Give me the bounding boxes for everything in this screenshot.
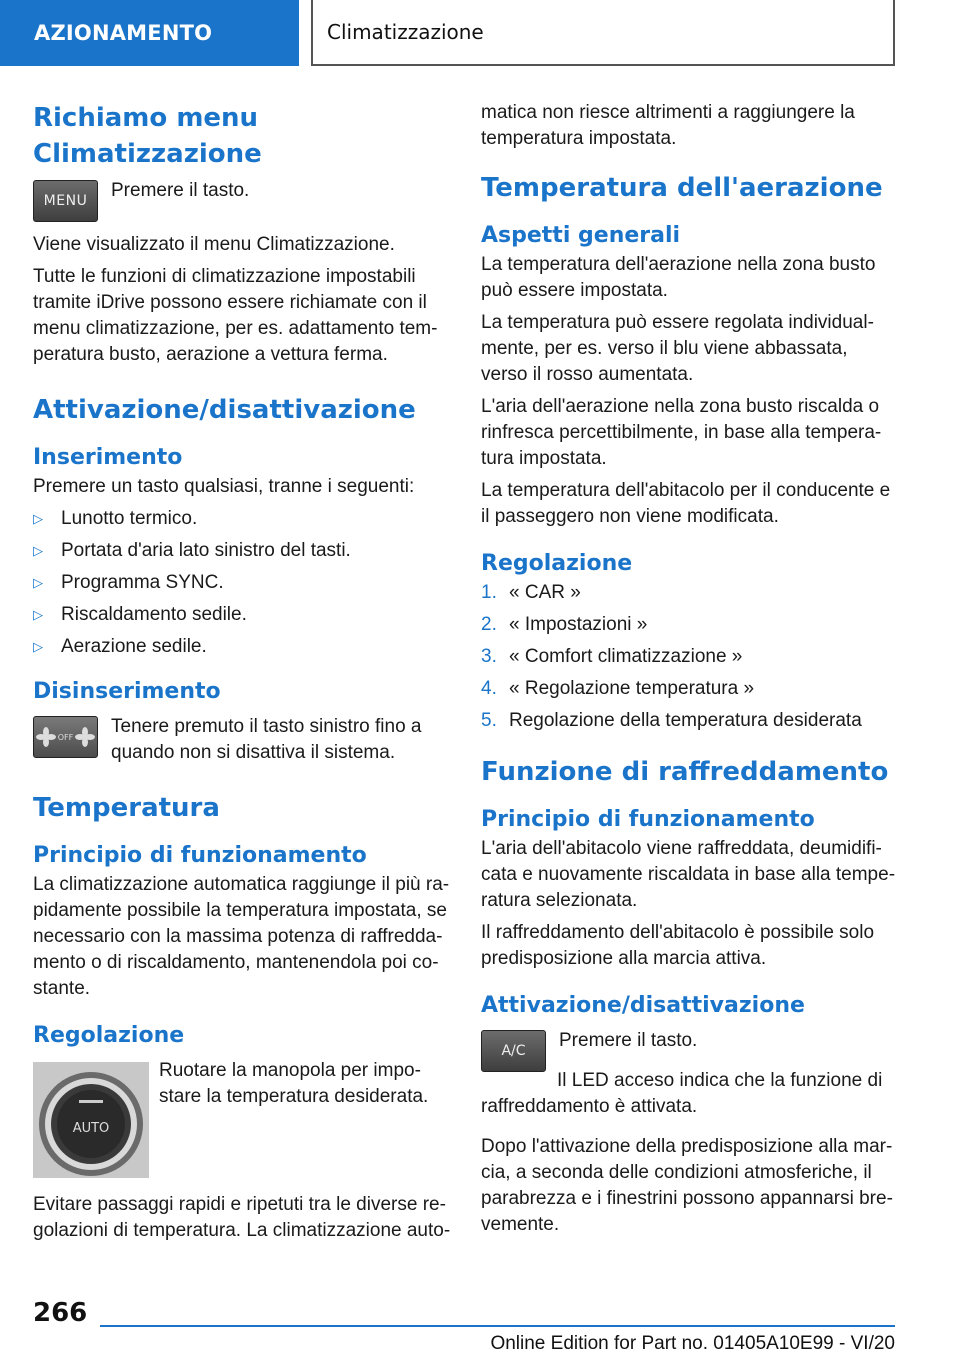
heading-on: Inserimento [33, 445, 183, 470]
list-item: ▷ Programma SYNC. [33, 570, 453, 596]
general-paragraph-1: La temperatura dell'aerazione nella zona busto può essere impostata. [481, 254, 876, 301]
off-key-row [33, 714, 453, 766]
footer-divider [100, 1325, 895, 1327]
knob-row [33, 1058, 453, 1178]
regulation-text: Ruotare la manopola per impo-stare la temperatura desiderata. [159, 1060, 429, 1107]
principle-paragraph: La climatizzazione automatica raggiunge il più ra-pidamente possibile la temperatura impostata, se necessario con la massima potenza di raffredda-mento o di riscaldamento, mantenendola poi co-stante. [33, 874, 450, 999]
header-chapter-label: Climatizzazione [327, 20, 484, 44]
heading-regulation-right: Regolazione [481, 551, 633, 576]
general-paragraph-2: La temperatura può essere regolata individual-mente, per es. verso il blu viene abbassata, verso il rosso aumentata. [481, 312, 874, 385]
right-column [481, 100, 896, 1238]
header-section-label: AZIONAMENTO [34, 21, 213, 45]
menu-paragraph-2: Tutte le funzioni di climatizzazione impostabili tramite iDrive possono essere richiamate con il menu climatizzazione, per es. adattamento tem-peratura busto, aerazione a vettura ferma. [33, 266, 438, 365]
ac-key-row [481, 1028, 896, 1072]
list-item: 4. « Regolazione temperatura » [481, 678, 755, 699]
ac-led-text: Il LED acceso indica che la funzione di raffreddamento è attivata. [481, 1070, 883, 1117]
triangle-bullet-icon: ▷ [33, 639, 43, 654]
heading-principle-right: Principio di funzionamento [481, 807, 815, 832]
triangle-bullet-icon: ▷ [33, 511, 43, 526]
list-item: 2. « Impostazioni » [481, 614, 648, 635]
list-item: 3. « Comfort climatizzazione » [481, 646, 743, 667]
regulation-paragraph: Evitare passaggi rapidi e ripetuti tra le diverse re-golazioni di temperatura. La climatizzazione auto- [33, 1194, 451, 1241]
off-key-label: OFF [57, 732, 74, 742]
menu-press-text: Premere il tasto. [111, 180, 250, 201]
ac-paragraph: Dopo l'attivazione della predisposizione alla mar-cia, a seconda delle condizioni atmosferiche, il parabrezza e i finestrini possono appannarsi bre-vemente. [481, 1136, 893, 1235]
list-item: ▷ Lunotto termico. [33, 506, 453, 532]
menu-key-icon [33, 180, 98, 222]
ac-key-label: A/C [501, 1043, 526, 1059]
on-paragraph: Premere un tasto qualsiasi, tranne i seguenti: [33, 476, 415, 497]
list-item: 5. Regolazione della temperatura desiderata [481, 710, 862, 731]
exceptions-list [33, 506, 453, 660]
ac-press-text: Premere il tasto. [559, 1030, 698, 1051]
heading-temperature: Temperatura [33, 793, 220, 823]
list-item: ▷ Aerazione sedile. [33, 634, 453, 660]
knob-icon [33, 1062, 149, 1178]
continued-paragraph: matica non riesce altrimenti a raggiungere la temperatura impostata. [481, 102, 855, 149]
heading-principle: Principio di funzionamento [33, 843, 367, 868]
page-number: 266 [33, 1298, 88, 1328]
heading-menu: Richiamo menu Climatizzazione [33, 103, 262, 169]
footer-edition: Online Edition for Part no. 01405A10E99 - VI/20 [490, 1333, 895, 1354]
heading-cooling: Funzione di raffreddamento [481, 757, 889, 787]
triangle-bullet-icon: ▷ [33, 543, 43, 558]
triangle-bullet-icon: ▷ [33, 575, 43, 590]
fan-icon [74, 726, 96, 748]
list-item: 1. « CAR » [481, 582, 581, 603]
menu-paragraph-1: Viene visualizzato il menu Climatizzazione. [33, 234, 395, 255]
steps-list [481, 580, 896, 734]
cooling-paragraph-1: L'aria dell'abitacolo viene raffreddata, deumidifi-cata e nuovamente riscaldata in base alla tempe-ratura selezionata. [481, 838, 896, 911]
general-paragraph-4: La temperatura dell'abitacolo per il conducente e il passeggero non viene modificata. [481, 480, 891, 527]
menu-key-label: MENU [43, 193, 88, 209]
menu-key-row [33, 178, 453, 222]
heading-regulation: Regolazione [33, 1023, 185, 1048]
fan-off-key-icon [33, 716, 98, 758]
off-text: Tenere premuto il tasto sinistro fino a quando non si disattiva il sistema. [111, 716, 422, 763]
heading-general: Aspetti generali [481, 223, 681, 248]
fan-icon [35, 726, 57, 748]
list-item: ▷ Riscaldamento sedile. [33, 602, 453, 628]
heading-activation: Attivazione/disattivazione [33, 395, 416, 425]
general-paragraph-3: L'aria dell'aerazione nella zona busto riscalda o rinfresca percettibilmente, in base alla tempera-tura impostata. [481, 396, 882, 469]
heading-activation-right: Attivazione/disattivazione [481, 993, 805, 1018]
header-chapter-tab [311, 0, 895, 66]
heading-vent-temperature: Temperatura dell'aerazione [481, 173, 883, 203]
ac-key-icon [481, 1030, 546, 1072]
knob-label: AUTO [72, 1121, 110, 1136]
cooling-paragraph-2: Il raffreddamento dell'abitacolo è possibile solo predisposizione alla marcia attiva. [481, 922, 875, 969]
temperature-knob-image [33, 1062, 149, 1178]
triangle-bullet-icon: ▷ [33, 607, 43, 622]
left-column [33, 100, 453, 1244]
list-item: ▷ Portata d'aria lato sinistro del tasti. [33, 538, 453, 564]
header-section-tab [0, 0, 299, 66]
heading-off: Disinserimento [33, 679, 221, 704]
